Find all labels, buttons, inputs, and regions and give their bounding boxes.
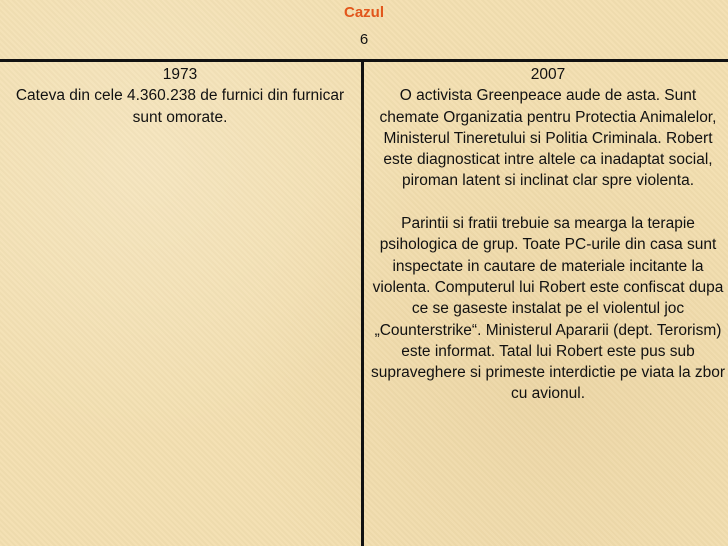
- right-column: [368, 64, 728, 405]
- right-paragraph-1: O activista Greenpeace aude de asta. Sunt chemate Organizatia pentru Protectia Animalelor, Ministerul Tineretului si Politia Criminala. Robert este diagnosticat intre altele ca inadaptat social, piroman latent si inclinat clar spre violenta.: [379, 87, 717, 190]
- paragraph-gap: [368, 192, 728, 213]
- left-text: Cateva din cele 4.360.238 de furnici din furnicar sunt omorate.: [15, 87, 345, 126]
- right-paragraph-2: Parintii si fratii trebuie sa mearga la terapie psihologica de grup. Toate PC-urile din casa sunt inspectate in cautare de materiale incitante la violenta. Computerul lui Robert este confiscat dupa ce se gaseste instalat pe el violentul joc „Counterstrike“. Ministerul Apararii (dept. Terorism) este informat. Tatal lui Robert este pus sub supraveghere si primeste interdictie pe viata la zbor cu avionul.: [370, 215, 726, 403]
- left-year: 1973: [162, 66, 198, 83]
- case-number: 6: [359, 31, 369, 48]
- vertical-divider: [361, 59, 364, 546]
- slide-title: Cazul: [343, 4, 384, 21]
- horizontal-divider: [0, 59, 728, 62]
- right-year: 2007: [530, 66, 566, 83]
- left-column: [6, 64, 354, 128]
